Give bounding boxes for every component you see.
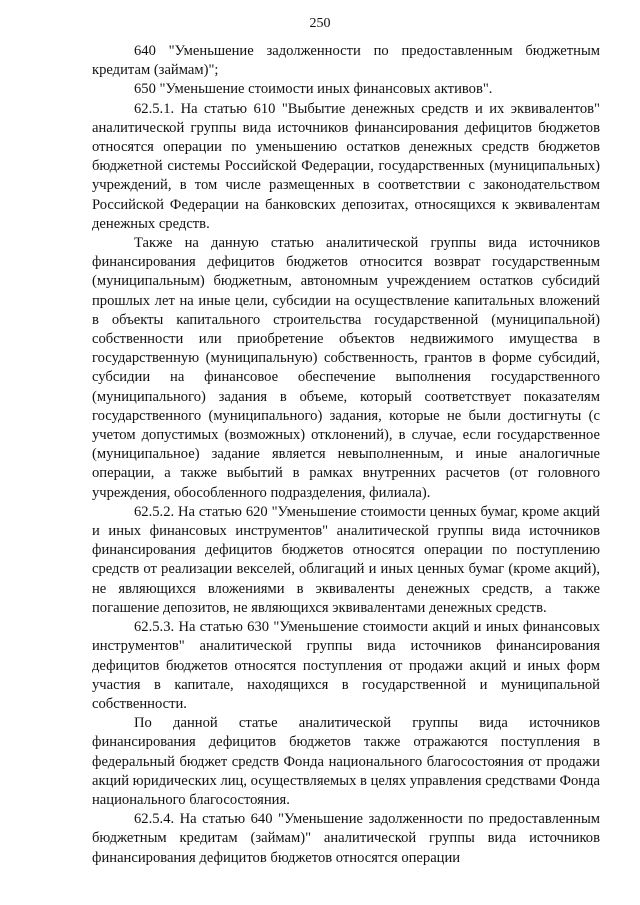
paragraph-62-5-1: 62.5.1. На статью 610 "Выбытие денежных средств и их эквивалентов" аналитической группы вида источников финансирования дефицитов бюджетов относятся операции по уменьшению остатков денежных средств бюджетов бюджетной системы Российской Федерации, государственных (муниципальных) учреждений, в том числе размещенных в соответствии с законодательством Российской Федерации на банковских депозитах, относящихся к эквивалентам денежных средств. (92, 100, 600, 232)
paragraph-62-5-1-continued: Также на данную статью аналитической группы вида источников финансирования дефицитов бюджетов относится возврат государственным (муниципальным) бюджетным, автономным учреждением остатков субсидий прошлых лет на иные цели, субсидии на осуществление капитальных вложений в объекты капитального строительства государственной (муниципальной) собственности или приобретение объектов недвижимого имущества в государственную (муниципальную) собственность, грантов в форме субсидий, субсидии на финансовое обеспечение выполнения государственного (муниципального) задания в объеме, который соответствует показателям государственного (муниципального) задания, которые не были достигнуты (с учетом допустимых (возможных) отклонений), в случае, если государственное (муниципальное) задание является невыполненным, и иные аналогичные операции, а также выбытий в рамках внутренних расчетов (от головного учреждения, обособленного подразделения, филиала). (92, 235, 600, 501)
paragraph-640-line: 640 "Уменьшение задолженности по предоставленным бюджетным кредитам (займам)"; (92, 43, 600, 79)
paragraph-62-5-4: 62.5.4. На статью 640 "Уменьшение задолженности по предоставленным бюджетным кредитам (займам)" аналитической группы вида источников финансирования дефицитов бюджетов относятся операции (92, 811, 600, 866)
paragraph-62-5-2: 62.5.2. На статью 620 "Уменьшение стоимости ценных бумаг, кроме акций и иных финансовых инструментов" аналитической группы вида источников финансирования дефицитов бюджетов относятся операции по поступлению средств от реализации векселей, облигаций и иных ценных бумаг (кроме акций), не являющихся вложениями в эквиваленты денежных средств, а также погашение депозитов, не являющихся эквивалентами денежных средств. (92, 503, 600, 616)
paragraph-62-5-3: 62.5.3. На статью 630 "Уменьшение стоимости акций и иных финансовых инструментов" аналитической группы вида источников финансирования дефицитов бюджетов относятся поступления от продажи акций и иных форм участия в капитале, находящихся в государственной и муниципальной собственности. (92, 619, 600, 712)
paragraph-62-5-3-continued: По данной статье аналитической группы вида источников финансирования дефицитов бюджетов также отражаются поступления в федеральный бюджет средств Фонда национального благосостояния от продажи акций юридических лиц, осуществляемых в целях управления средствами Фонда национального благосостояния. (92, 715, 600, 808)
paragraph-650-line: 650 "Уменьшение стоимости иных финансовых активов". (134, 81, 493, 98)
document-body (92, 42, 600, 868)
page-number: 250 (309, 16, 331, 31)
